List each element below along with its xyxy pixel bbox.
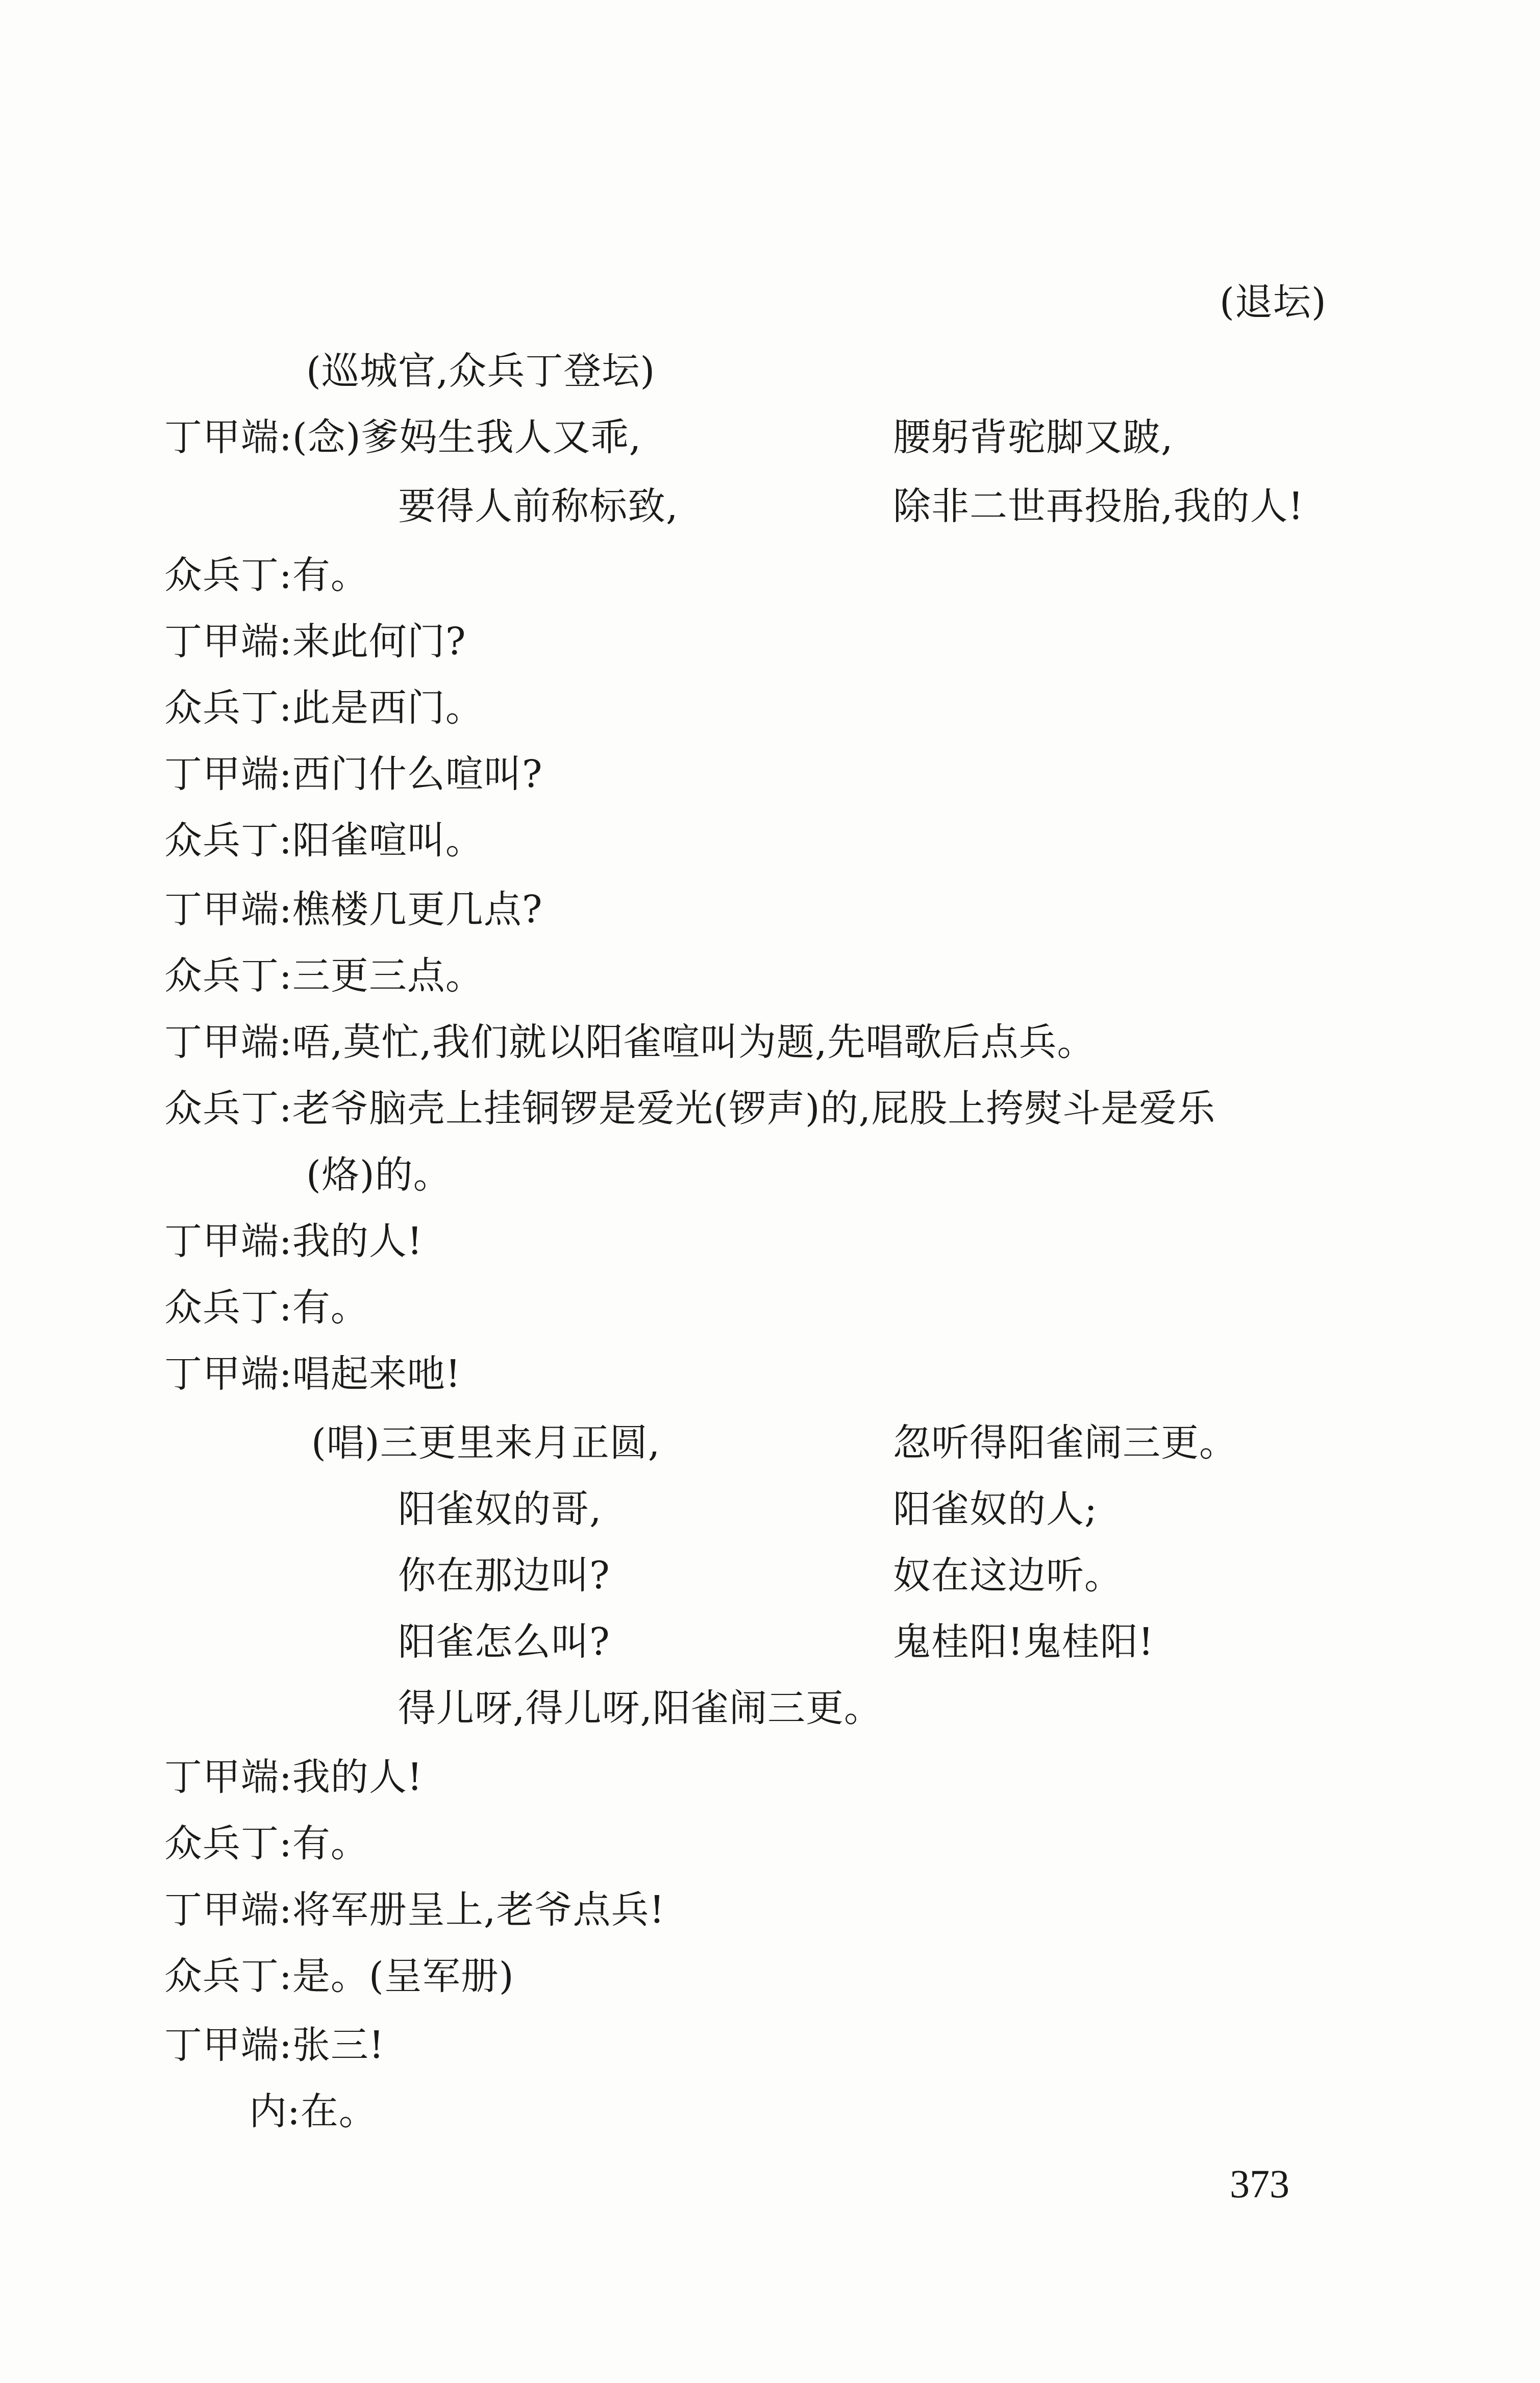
poem-right-1: 腰躬背驼脚又跛, bbox=[893, 415, 1174, 459]
dialogue-line: 众兵丁:阳雀喧叫。 bbox=[164, 819, 484, 863]
dialogue-line: 内:在。 bbox=[249, 2090, 377, 2133]
dialogue-line: 丁甲端:唱起来吔! bbox=[164, 1352, 461, 1396]
stage-direction-exit: (退坛) bbox=[1220, 280, 1327, 324]
dialogue-line-continuation: (烙)的。 bbox=[306, 1153, 452, 1197]
dialogue-line: 丁甲端:张三! bbox=[164, 2023, 385, 2067]
poem-right-2: 除非二世再投胎,我的人! bbox=[893, 484, 1304, 528]
song-right-4: 鬼桂阳!鬼桂阳! bbox=[893, 1620, 1154, 1664]
dialogue-line: 丁甲端:樵楼几更几点? bbox=[164, 888, 543, 931]
dialogue-line: 众兵丁:老爷脑壳上挂铜锣是爱光(锣声)的,屁股上挎熨斗是爱乐 bbox=[164, 1087, 1216, 1131]
poem-left-2: 要得人前称标致, bbox=[398, 484, 679, 528]
song-left-3: 你在那边叫? bbox=[398, 1554, 610, 1598]
song-right-3: 奴在这边听。 bbox=[893, 1554, 1123, 1598]
dialogue-line: 众兵丁:三更三点。 bbox=[164, 954, 484, 998]
dialogue-line: 丁甲端:我的人! bbox=[164, 1219, 423, 1263]
dialogue-line: 丁甲端:唔,莫忙,我们就以阳雀喧叫为题,先唱歌后点兵。 bbox=[164, 1020, 1096, 1064]
song-right-1: 忽听得阳雀闹三更。 bbox=[893, 1421, 1237, 1465]
dialogue-line: 丁甲端:将军册呈上,老爷点兵! bbox=[164, 1888, 665, 1932]
dialogue-line: 众兵丁:有。 bbox=[164, 1822, 369, 1865]
dialogue-line: 丁甲端:西门什么喧叫? bbox=[164, 752, 543, 796]
dialogue-line: 丁甲端:来此何门? bbox=[164, 620, 466, 664]
stage-direction-enter: (巡城官,众兵丁登坛) bbox=[306, 349, 656, 393]
song-line-5: 得儿呀,得儿呀,阳雀闹三更。 bbox=[398, 1686, 883, 1730]
song-left-1: (唱)三更里来月正圆, bbox=[311, 1421, 661, 1465]
dialogue-line: 众兵丁:是。(呈军册) bbox=[164, 1954, 514, 1998]
dialogue-line: 丁甲端:我的人! bbox=[164, 1755, 423, 1799]
page-number: 373 bbox=[1230, 2161, 1289, 2206]
song-left-2: 阳雀奴的哥, bbox=[398, 1487, 602, 1531]
song-left-4: 阳雀怎么叫? bbox=[398, 1620, 610, 1664]
dialogue-line: 众兵丁:此是西门。 bbox=[164, 686, 484, 730]
dialogue-line: 众兵丁:有。 bbox=[164, 1286, 369, 1330]
song-right-2: 阳雀奴的人; bbox=[893, 1487, 1098, 1531]
dialogue-line: 众兵丁:有。 bbox=[164, 553, 369, 597]
poem-left-1: 丁甲端:(念)爹妈生我人又乖, bbox=[164, 415, 642, 459]
